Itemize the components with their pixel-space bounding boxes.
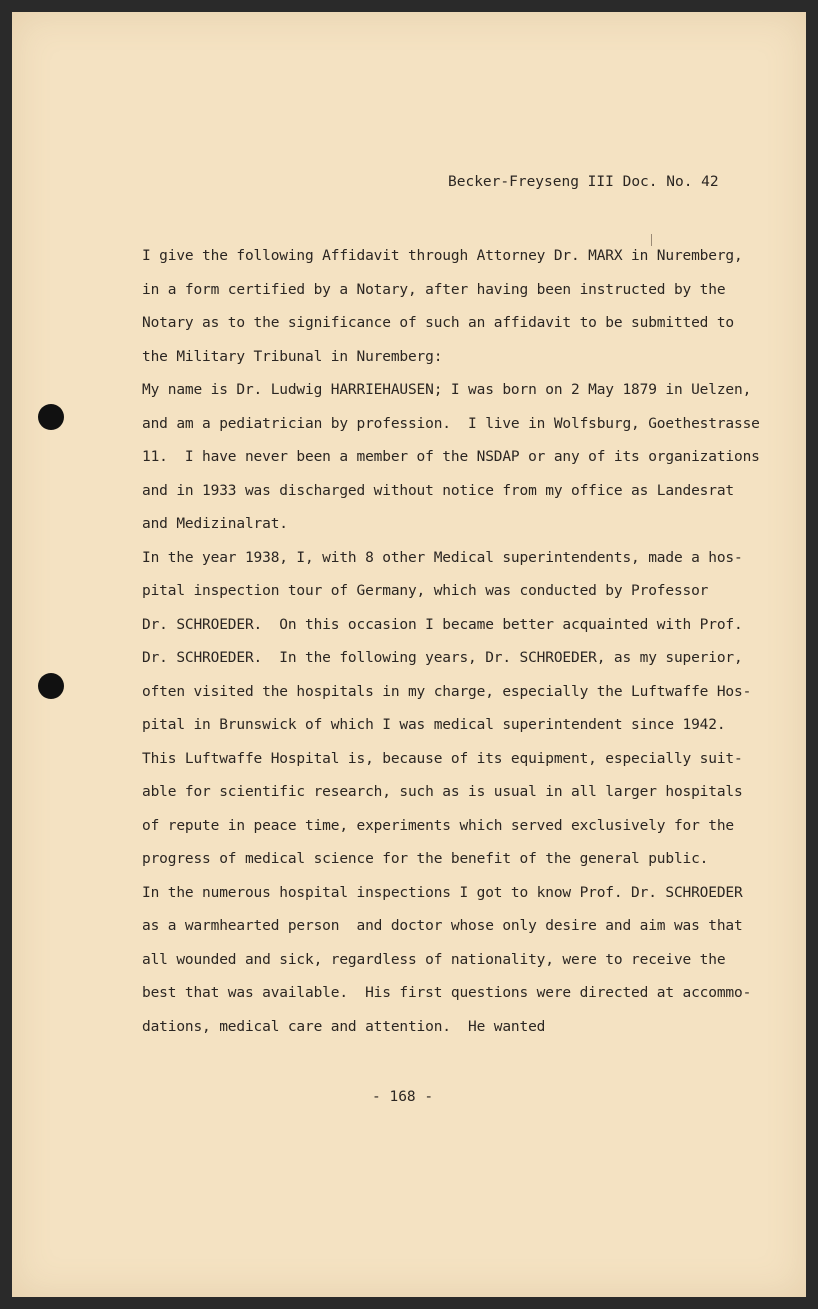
text-line: Dr. SCHROEDER. On this occasion I became better acquainted with Prof. — [142, 616, 743, 633]
document-reference: Becker-Freyseng III Doc. No. 42 — [448, 174, 719, 190]
text-line: dations, medical care and attention. He wanted — [142, 1018, 546, 1035]
punch-hole — [38, 404, 64, 430]
text-line: of repute in peace time, experiments which served exclusively for the — [142, 817, 735, 834]
page-number: - 168 - — [372, 1089, 434, 1105]
punch-hole — [38, 673, 64, 699]
text-line: and Medizinalrat. — [142, 516, 288, 532]
text-line: and am a pediatrician by profession. I live in Wolfsburg, Goethestrasse — [142, 415, 760, 432]
text-line: This Luftwaffe Hospital is, because of its equipment, especially suit- — [142, 750, 743, 767]
text-line: and in 1933 was discharged without notice from my office as Landesrat — [142, 482, 735, 499]
text-line: often visited the hospitals in my charge, especially the Luftwaffe Hos- — [142, 683, 752, 700]
text-line: In the year 1938, I, with 8 other Medical superintendents, made a hos- — [142, 549, 743, 566]
affidavit-text — [142, 240, 802, 1044]
text-line: able for scientific research, such as is usual in all larger hospitals — [142, 784, 743, 800]
text-line: 11. I have never been a member of the NSDAP or any of its organizations — [142, 449, 760, 465]
text-line: My name is Dr. Ludwig HARRIEHAUSEN; I was born on 2 May 1879 in Uelzen, — [142, 382, 752, 398]
text-line: I give the following Affidavit through Attorney Dr. MARX in Nuremberg, — [142, 248, 743, 264]
text-line: the Military Tribunal in Nuremberg: — [142, 348, 443, 365]
text-line: Dr. SCHROEDER. In the following years, Dr. SCHROEDER, as my superior, — [142, 650, 743, 666]
text-line: pital in Brunswick of which I was medical superintendent since 1942. — [142, 717, 726, 733]
text-line: progress of medical science for the benefit of the general public. — [142, 851, 709, 867]
text-line: In the numerous hospital inspections I got to know Prof. Dr. SCHROEDER — [142, 884, 743, 901]
text-line: in a form certified by a Notary, after having been instructed by the — [142, 281, 726, 298]
text-line: Notary as to the significance of such an affidavit to be submitted to — [142, 315, 735, 331]
text-line: all wounded and sick, regardless of nationality, were to receive the — [142, 951, 726, 968]
text-line: as a warmhearted person and doctor whose only desire and aim was that — [142, 918, 743, 934]
document-page — [12, 12, 806, 1297]
text-line: pital inspection tour of Germany, which was conducted by Professor — [142, 583, 709, 599]
text-line: best that was available. His first questions were directed at accommo- — [142, 985, 752, 1001]
